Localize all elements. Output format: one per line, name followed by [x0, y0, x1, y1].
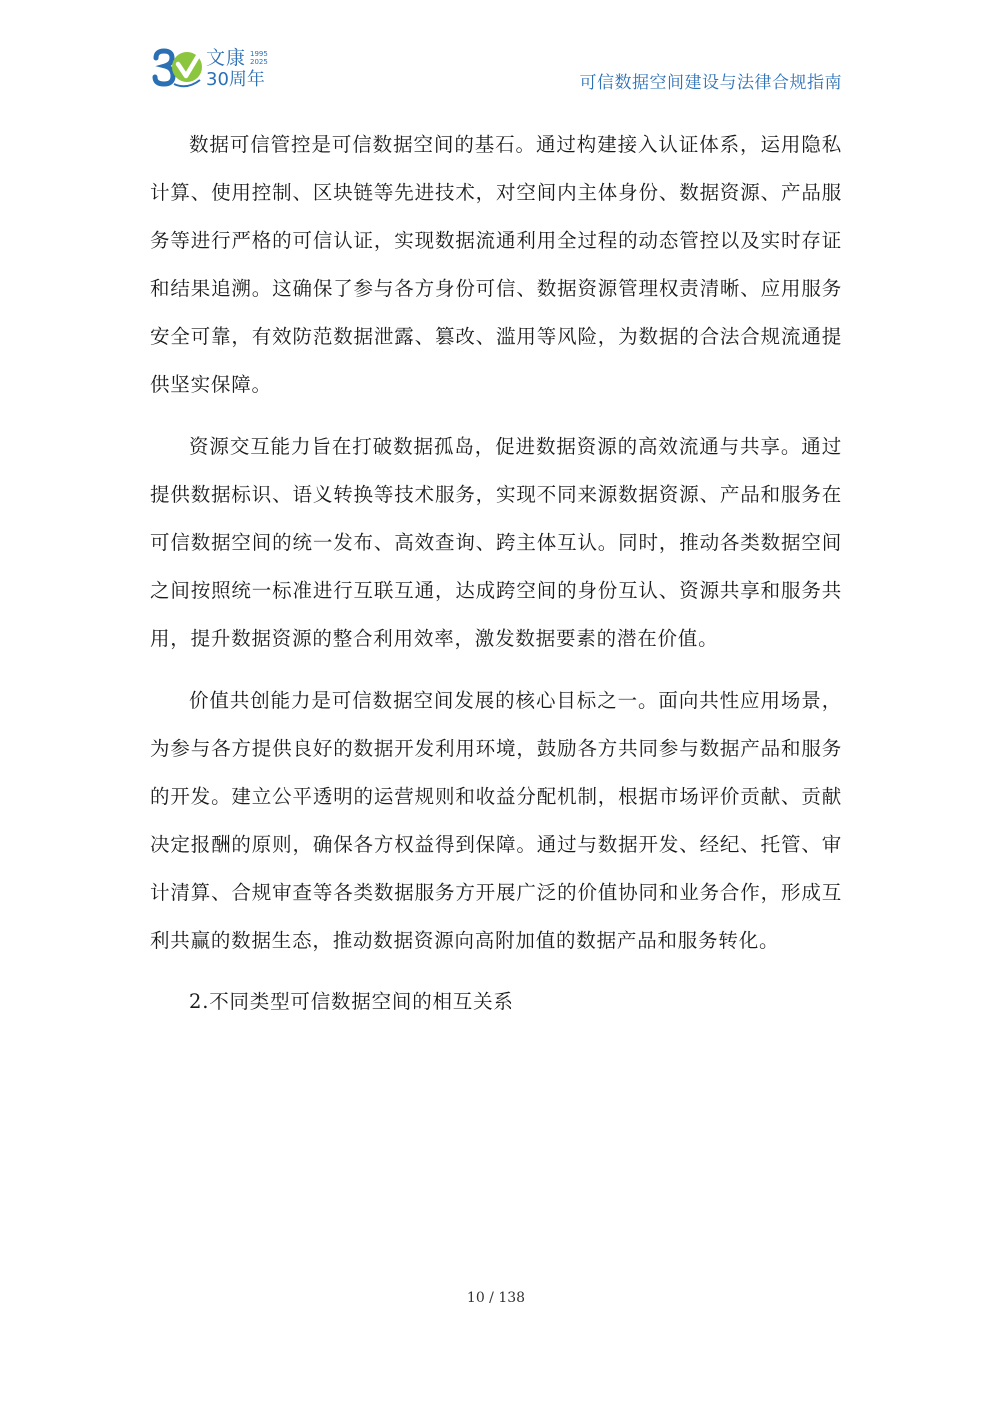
logo-year-start: 1995 [250, 50, 268, 58]
logo-years [250, 50, 268, 66]
document-title: 可信数据空间建设与法律合规指南 [579, 73, 842, 93]
logo-year-end: 2025 [250, 58, 268, 66]
paragraph-value-co-creation: 价值共创能力是可信数据空间发展的核心目标之一。面向共性应用场景，为参与各方提供良好的数据开发利用环境，鼓励各方共同参与数据产品和服务的开发。建立公平透明的运营规则和收益分配机制，根据市场评价贡献、贡献决定报酬的原则，确保各方权益得到保障。通过与数据开发、经纪、托管、审计清算、合规审查等各类数据服务方开展广泛的价值协同和业务合作，形成互利共赢的数据生态，推动数据资源向高附加值的数据产品和服务转化。 [150, 689, 842, 952]
logo-line-2: 30周年 [206, 69, 265, 90]
section-heading: 2.不同类型可信数据空间的相互关系 [189, 990, 514, 1013]
paragraph-trusted-control: 数据可信管控是可信数据空间的基石。通过构建接入认证体系，运用隐私计算、使用控制、区块链等先进技术，对空间内主体身份、数据资源、产品服务等进行严格的可信认证，实现数据流通利用全过程的动态管控以及实时存证和结果追溯。这确保了参与各方身份可信、数据资源管理权责清晰、应用服务安全可靠，有效防范数据泄露、篡改、滥用等风险，为数据的合法合规流通提供坚实保障。 [150, 133, 842, 396]
anniversary-30-logo-icon [150, 46, 206, 96]
page-number: 10 / 138 [466, 1290, 526, 1306]
logo-line-1: 文康 [206, 47, 247, 69]
company-logo [150, 46, 280, 96]
paragraph-resource-interaction: 资源交互能力旨在打破数据孤岛，促进数据资源的高效流通与共享。通过提供数据标识、语义转换等技术服务，实现不同来源数据资源、产品和服务在可信数据空间的统一发布、高效查询、跨主体互认。同时，推动各类数据空间之间按照统一标准进行互联互通，达成跨空间的身份互认、资源共享和服务共用，提升数据资源的整合利用效率，激发数据要素的潜在价值。 [150, 435, 842, 650]
page-header [0, 0, 992, 110]
page-body [150, 121, 842, 1026]
